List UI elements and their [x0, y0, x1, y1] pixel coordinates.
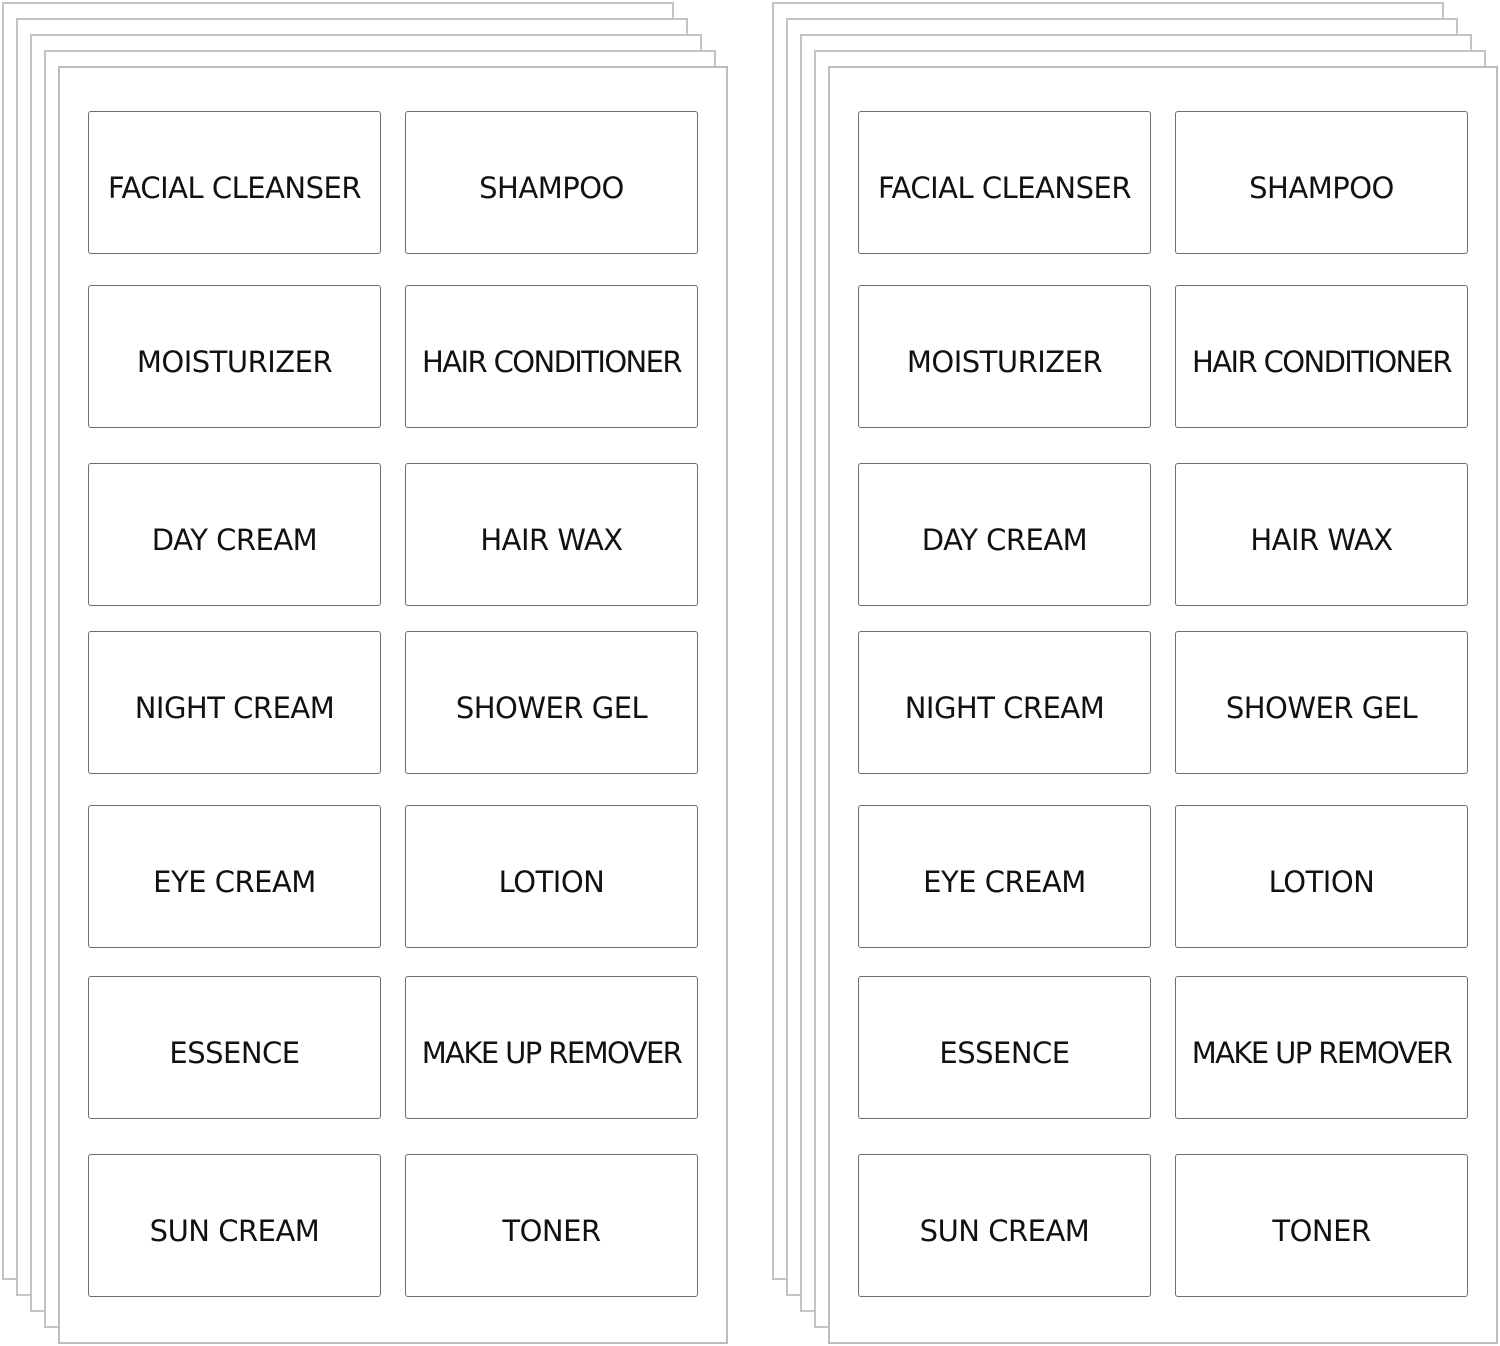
label-essence — [858, 976, 1151, 1119]
label-text: HAIR CONDITIONER — [422, 344, 681, 379]
label-text: MOISTURIZER — [136, 344, 333, 379]
label-text: SHOWER GEL — [1225, 690, 1418, 725]
label-text: MAKE UP REMOVER — [1191, 1035, 1452, 1070]
label-night-cream — [88, 631, 381, 774]
label-toner — [405, 1154, 698, 1297]
label-hair-wax — [1175, 463, 1468, 606]
label-text: NIGHT CREAM — [134, 690, 335, 725]
label-eye-cream — [88, 805, 381, 948]
label-text: MAKE UP REMOVER — [421, 1035, 682, 1070]
label-text: DAY CREAM — [921, 522, 1088, 557]
sticker-sheet-right — [828, 66, 1498, 1344]
label-text: SHAMPOO — [1249, 170, 1394, 205]
sticker-sheet-stack-left — [0, 0, 730, 1346]
label-text: HAIR WAX — [1250, 522, 1393, 557]
label-text: TONER — [502, 1213, 601, 1248]
label-text: SUN CREAM — [919, 1213, 1090, 1248]
label-shower-gel — [1175, 631, 1468, 774]
label-text: EYE CREAM — [153, 864, 316, 899]
label-text: HAIR WAX — [480, 522, 623, 557]
label-hair-conditioner — [405, 285, 698, 428]
label-text: HAIR CONDITIONER — [1192, 344, 1451, 379]
label-text: SUN CREAM — [149, 1213, 320, 1248]
label-text: NIGHT CREAM — [904, 690, 1105, 725]
label-text: EYE CREAM — [923, 864, 1086, 899]
label-eye-cream — [858, 805, 1151, 948]
sticker-sheet-left — [58, 66, 728, 1344]
label-text: ESSENCE — [169, 1035, 300, 1070]
label-text: SHAMPOO — [479, 170, 624, 205]
label-moisturizer — [88, 285, 381, 428]
label-text: ESSENCE — [939, 1035, 1070, 1070]
label-text: DAY CREAM — [151, 522, 318, 557]
label-hair-conditioner — [1175, 285, 1468, 428]
label-text: LOTION — [498, 864, 605, 899]
label-day-cream — [88, 463, 381, 606]
label-lotion — [1175, 805, 1468, 948]
label-day-cream — [858, 463, 1151, 606]
label-facial-cleanser — [88, 111, 381, 254]
label-shampoo — [405, 111, 698, 254]
label-moisturizer — [858, 285, 1151, 428]
label-text: FACIAL CLEANSER — [877, 170, 1131, 205]
label-text: LOTION — [1268, 864, 1375, 899]
label-sun-cream — [858, 1154, 1151, 1297]
label-text: TONER — [1272, 1213, 1371, 1248]
label-shampoo — [1175, 111, 1468, 254]
label-essence — [88, 976, 381, 1119]
label-make-up-remover — [1175, 976, 1468, 1119]
label-toner — [1175, 1154, 1468, 1297]
sticker-sheet-stack-right — [770, 0, 1500, 1346]
label-shower-gel — [405, 631, 698, 774]
label-hair-wax — [405, 463, 698, 606]
label-text: FACIAL CLEANSER — [107, 170, 361, 205]
label-night-cream — [858, 631, 1151, 774]
label-lotion — [405, 805, 698, 948]
label-facial-cleanser — [858, 111, 1151, 254]
label-sun-cream — [88, 1154, 381, 1297]
label-make-up-remover — [405, 976, 698, 1119]
label-text: MOISTURIZER — [906, 344, 1103, 379]
label-text: SHOWER GEL — [455, 690, 648, 725]
